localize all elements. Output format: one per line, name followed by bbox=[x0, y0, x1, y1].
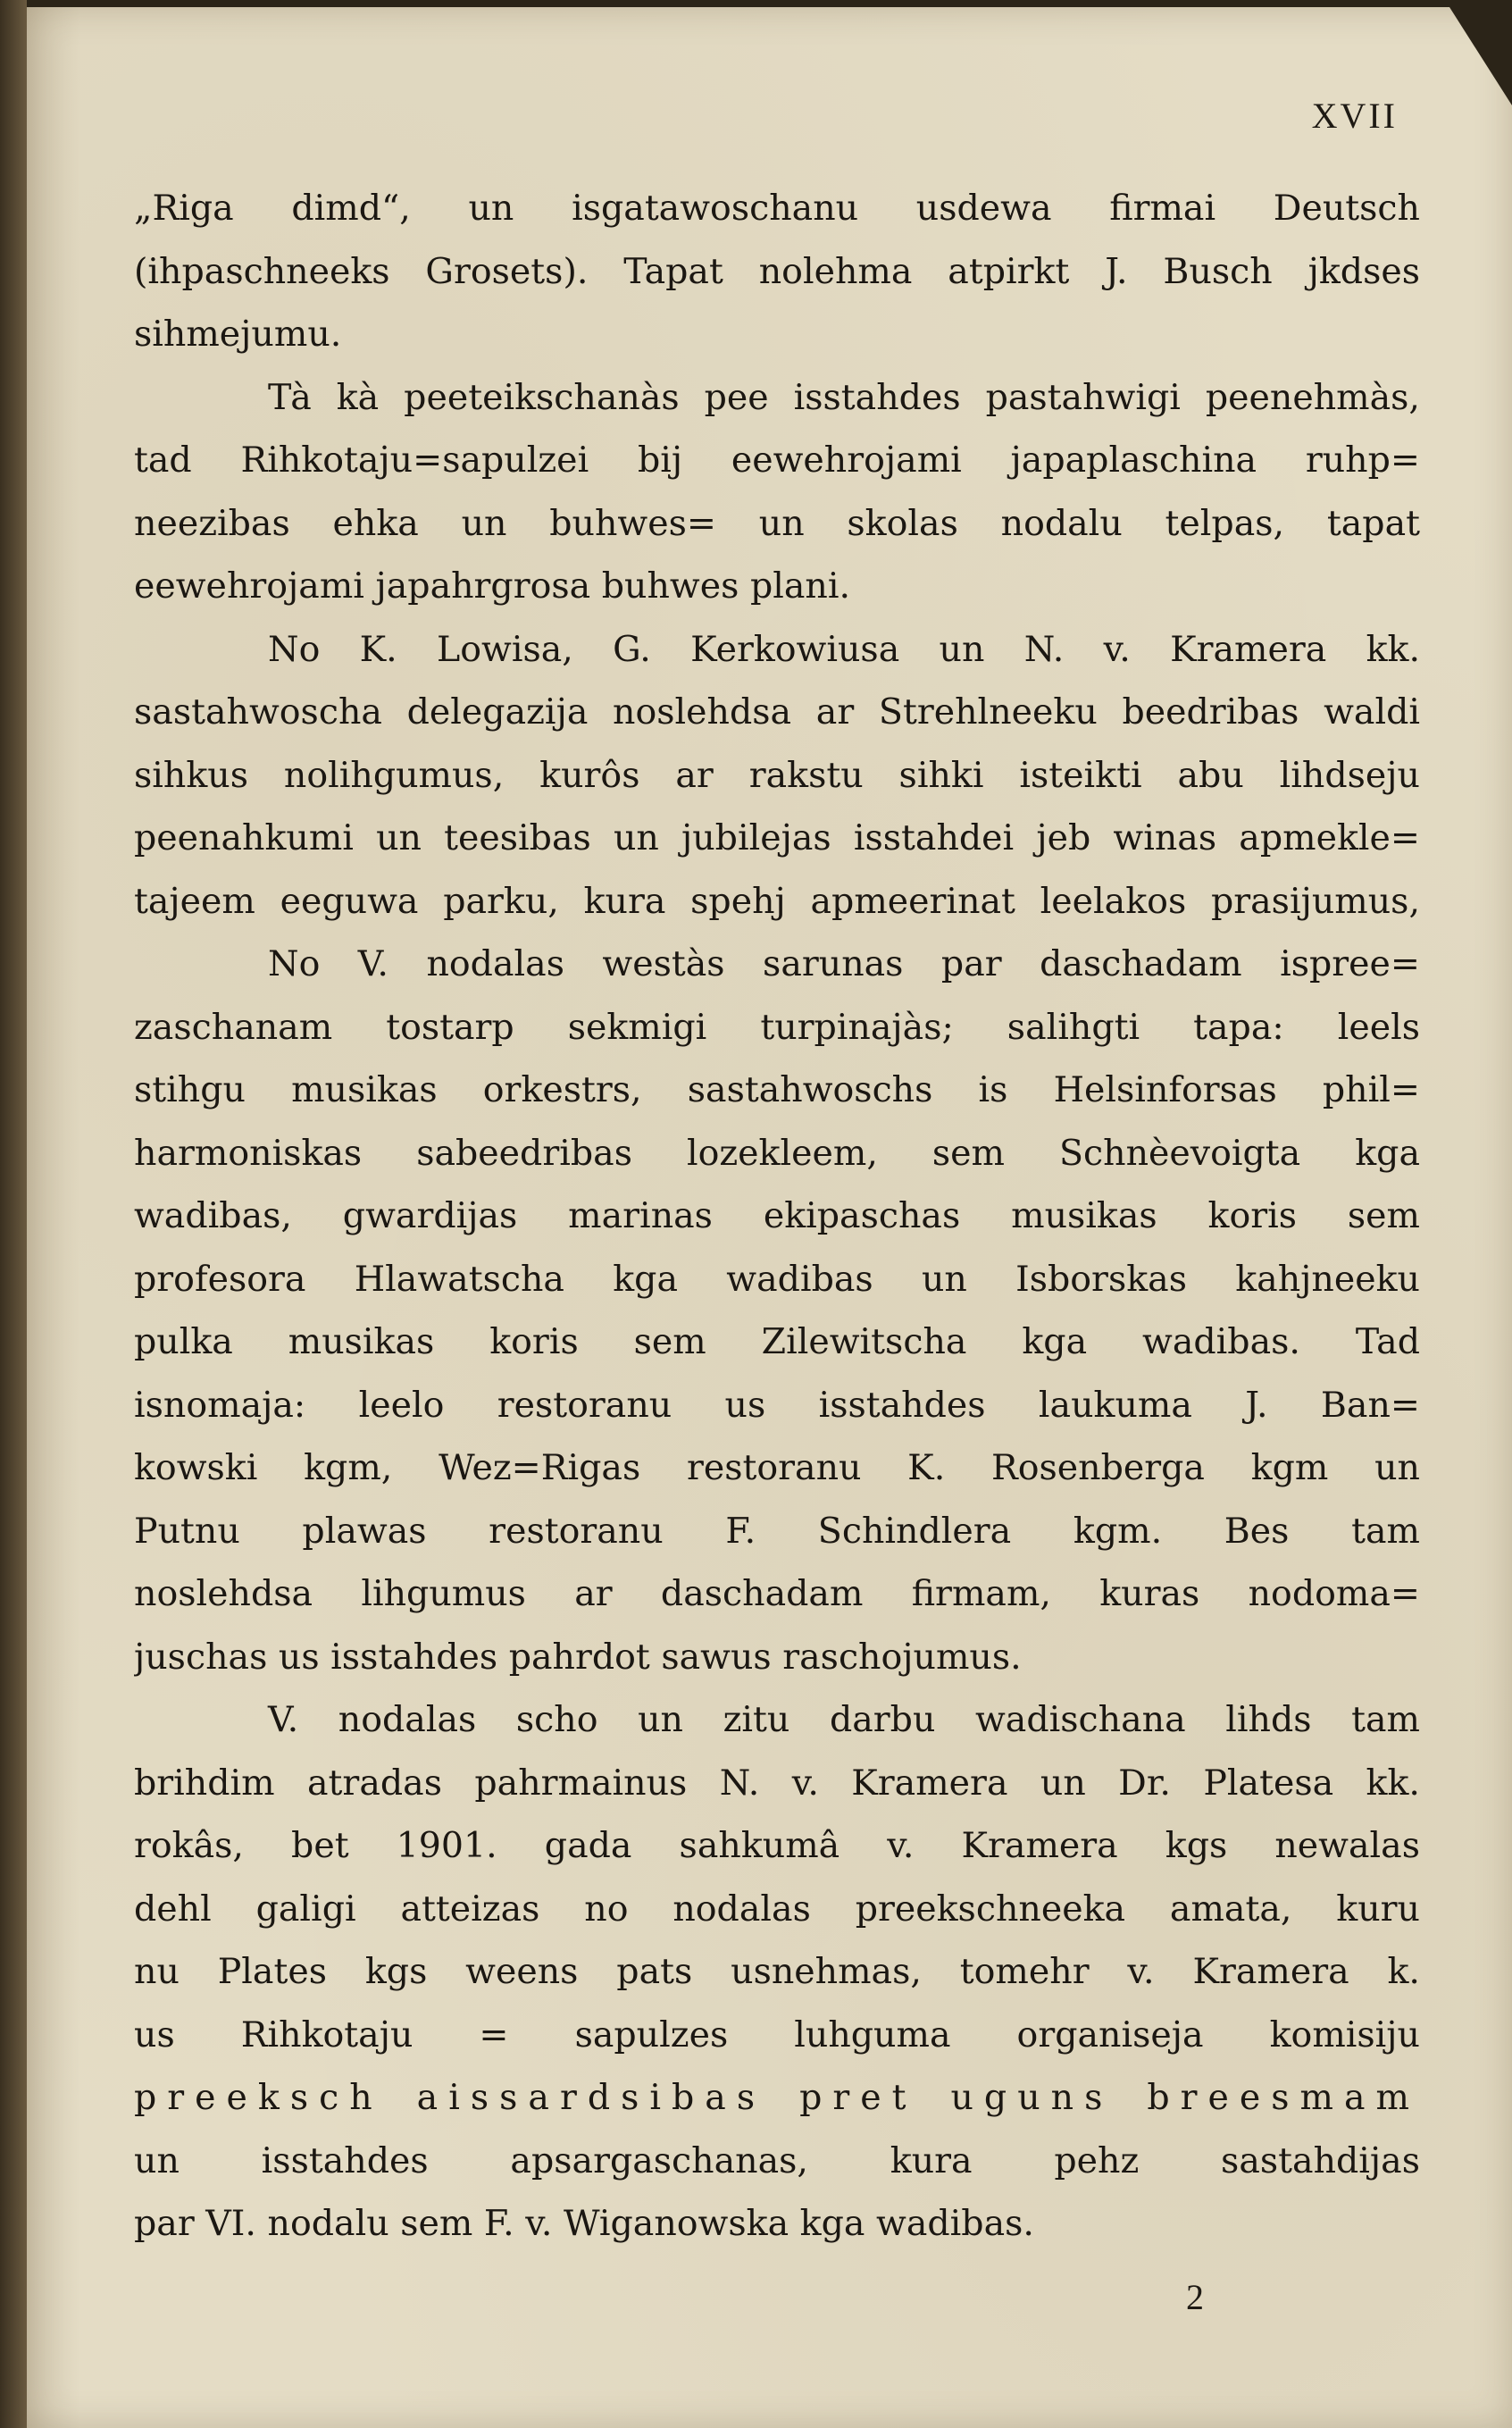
text-line: kowski kgm, Wez=Rigas restoranu K. Rosenberga kgm un bbox=[134, 1447, 1420, 1488]
book-page bbox=[27, 7, 1512, 2428]
text-line: sihkus nolihgumus, kurôs ar rakstu sihki isteikti abu lihdseju bbox=[134, 754, 1420, 796]
text-line: Putnu plawas restoranu F. Schindlera kgm. Bes tam bbox=[134, 1510, 1420, 1552]
text-line: No V. nodalas westàs sarunas par daschadam ispree= bbox=[268, 943, 1420, 984]
text-line: eewehrojami japahrgrosa buhwes plani. bbox=[134, 565, 851, 607]
text-line: (ihpaschneeks Grosets). Tapat nolehma atpirkt J. Busch jkdses bbox=[134, 250, 1420, 292]
page-corner-fold bbox=[1449, 7, 1512, 105]
text-line: un isstahdes apsargaschanas, kura pehz sastahdijas bbox=[134, 2139, 1420, 2181]
text-line: par VI. nodalu sem F. v. Wiganowska kga wadibas. bbox=[134, 2203, 1034, 2244]
text-line: wadibas, gwardijas marinas ekipaschas musikas koris sem bbox=[134, 1195, 1420, 1236]
text-line: sihmejumu. bbox=[134, 314, 342, 355]
text-line: brihdim atradas pahrmainus N. v. Kramera un Dr. Platesa kk. bbox=[134, 1762, 1420, 1804]
text-line: pulka musikas koris sem Zilewitscha kga wadibas. Tad bbox=[134, 1321, 1420, 1362]
text-line: juschas us isstahdes pahrdot sawus raschojumus. bbox=[134, 1636, 1022, 1678]
text-line: Tà kà peeteikschanàs pee isstahdes pastahwigi peenehmàs, bbox=[268, 376, 1420, 418]
text-line: zaschanam tostarp sekmigi turpinajàs; salihgti tapa: leels bbox=[134, 1006, 1420, 1048]
text-line: profesora Hlawatscha kga wadibas un Isborskas kahjneeku bbox=[134, 1258, 1420, 1300]
text-line: us Rihkotaju = sapulzes luhguma organiseja komisiju bbox=[134, 2014, 1420, 2055]
text-line: harmoniskas sabeedribas lozekleem, sem Schnèevoigta kga bbox=[134, 1132, 1420, 1174]
text-line: preeksch aissardsibas pret uguns breesmam bbox=[134, 2077, 1420, 2118]
text-line: V. nodalas scho un zitu darbu wadischana lihds tam bbox=[268, 1699, 1420, 1740]
text-line: neezibas ehka un buhwes= un skolas nodalu telpas, tapat bbox=[134, 502, 1420, 544]
book-spine-edge bbox=[0, 0, 27, 2428]
page-number-footer: 2 bbox=[1186, 2277, 1204, 2317]
text-line: rokâs, bet 1901. gada sahkumâ v. Kramera kgs newalas bbox=[134, 1825, 1420, 1866]
text-line: noslehdsa lihgumus ar daschadam firmam, kuras nodoma= bbox=[134, 1573, 1420, 1614]
text-line: No K. Lowisa, G. Kerkowiusa un N. v. Kramera kk. bbox=[268, 628, 1420, 670]
text-line: nu Plates kgs weens pats usnehmas, tomehr v. Kramera k. bbox=[134, 1951, 1420, 1992]
page-number-roman: XVII bbox=[1311, 96, 1398, 136]
text-line: tajeem eeguwa parku, kura spehj apmeerinat leelakos prasijumus, bbox=[134, 880, 1420, 922]
text-line: sastahwoscha delegazija noslehdsa ar Strehlneeku beedribas waldi bbox=[134, 691, 1420, 733]
text-line: stihgu musikas orkestrs, sastahwoschs is Helsinforsas phil= bbox=[134, 1069, 1420, 1110]
text-line: tad Rihkotaju=sapulzei bij eewehrojami japaplaschina ruhp= bbox=[134, 440, 1420, 481]
page-body-text bbox=[134, 177, 1420, 2256]
text-line: peenahkumi un teesibas un jubilejas isstahdei jeb winas apmekle= bbox=[134, 817, 1420, 858]
text-line: dehl galigi atteizas no nodalas preekschneeka amata, kuru bbox=[134, 1888, 1420, 1930]
text-line: „Riga dimd“, un isgatawoschanu usdewa firmai Deutsch bbox=[134, 188, 1420, 229]
text-line: isnomaja: leelo restoranu us isstahdes laukuma J. Ban= bbox=[134, 1384, 1420, 1426]
